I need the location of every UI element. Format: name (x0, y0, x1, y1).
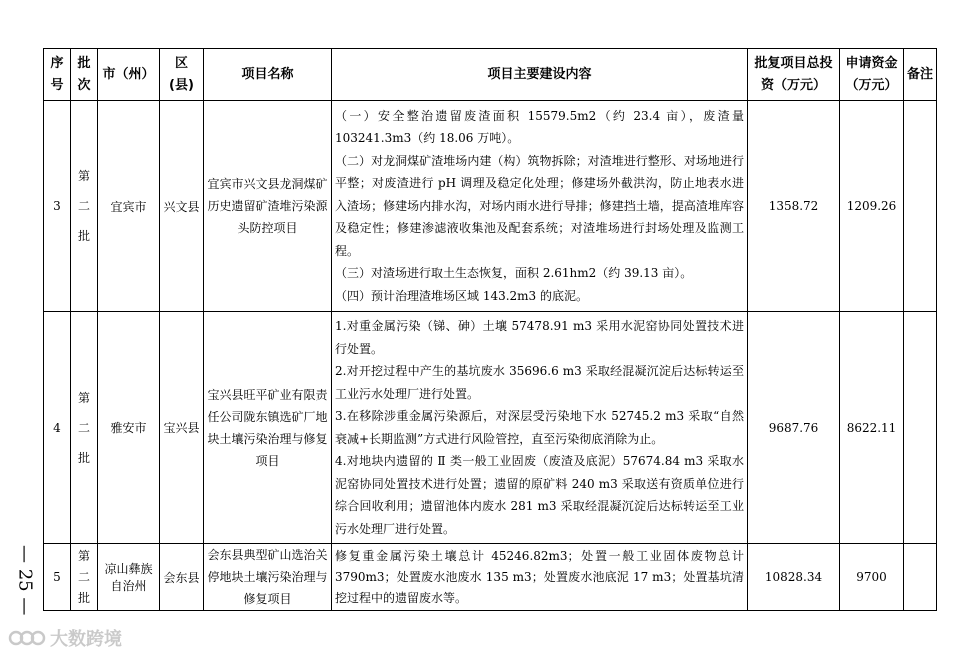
header-content: 项目主要建设内容 (332, 49, 748, 101)
header-county: 区(县) (160, 49, 204, 101)
row-remarks (904, 101, 937, 312)
row-approved-investment: 9687.76 (748, 312, 840, 544)
row-project-name: 宜宾市兴文县龙洞煤矿历史遗留矿渣堆污染源头防控项目 (204, 101, 332, 312)
row-seq: 5 (44, 544, 71, 611)
header-remarks: 备注 (904, 49, 937, 101)
row-batch: 第 二 批 (71, 312, 98, 544)
header-row (44, 49, 937, 101)
project-table (43, 48, 937, 611)
header-city: 市（州） (98, 49, 160, 101)
watermark-text: 大数跨境 (50, 629, 122, 650)
row-content: 1.对重金属污染（锑、砷）土壤 57478.91 m3 采用水泥窑协同处置技术进行处置。 2.对开挖过程中产生的基坑废水 35696.6 m3 采取经混凝沉淀后达标转运至工业污水处理厂进行处置。 3.在移除涉重金属污染源后，对深层受污染地下水 52745.2 m3 采取“自然衰减+长期监测”方式进行风险管控，直至污染彻底消除为止。 4.对地块内遗留的 Ⅱ 类一般工业固废（废渣及底泥）57674.84 m3 采取水泥窑协同处置技术进行处置；遗留的原矿料 240 m3 采取送有资质单位进行综合回收利用；遗留池体内废水 281 m3 采取经混凝沉淀后达标转运至工业污水处理厂进行处置。 (332, 312, 748, 544)
table-row (44, 101, 937, 312)
row-county: 兴文县 (160, 101, 204, 312)
header-project-name: 项目名称 (204, 49, 332, 101)
row-approved-investment: 10828.34 (748, 544, 840, 611)
row-county: 会东县 (160, 544, 204, 611)
row-city: 雅安市 (98, 312, 160, 544)
row-seq: 3 (44, 101, 71, 312)
header-requested-funds: 申请资金（万元） (840, 49, 904, 101)
row-requested-funds: 8622.11 (840, 312, 904, 544)
watermark-logo-icon (8, 628, 46, 648)
table-row (44, 312, 937, 544)
header-seq: 序号 (44, 49, 71, 101)
watermark (8, 626, 122, 650)
row-requested-funds: 1209.26 (840, 101, 904, 312)
row-content: （一）安全整治遗留废渣面积 15579.5m2（约 23.4 亩），废渣量 103241.3m3（约 18.06 万吨）。 （二）对龙洞煤矿渣堆场内建（构）筑物拆除；对渣堆进行整形、对场地进行平整；对废渣进行 pH 调理及稳定化处理；修建场外截洪沟，防止地表水进入渣场；修建场内排水沟，对场内雨水进行导排；修建挡土墙，提高渣堆库容及稳定性；修建渗滤液收集池及配套系统；对渣堆场进行封场处理及监测工程。 （三）对渣场进行取土生态恢复，面积 2.61hm2（约 39.13 亩）。 （四）预计治理渣堆场区域 143.2m3 的底泥。 (332, 101, 748, 312)
table-row (44, 544, 937, 611)
header-batch: 批次 (71, 49, 98, 101)
row-city: 宜宾市 (98, 101, 160, 312)
header-approved-investment: 批复项目总投资（万元） (748, 49, 840, 101)
row-requested-funds: 9700 (840, 544, 904, 611)
row-project-name: 宝兴县旺平矿业有限责任公司陇东镇选矿厂地块土壤污染治理与修复项目 (204, 312, 332, 544)
row-remarks (904, 544, 937, 611)
page-number: — 25 — (14, 544, 36, 616)
row-city: 凉山彝族自治州 (98, 544, 160, 611)
row-county: 宝兴县 (160, 312, 204, 544)
row-content: 修复重金属污染土壤总计 45246.82m3；处置一般工业固体废物总计 3790m3；处置废水池废水 135 m3；处置废水池底泥 17 m3；处置基坑清挖过程中的遗留废水等。 (332, 544, 748, 611)
row-batch: 第 二 批 (71, 544, 98, 611)
row-approved-investment: 1358.72 (748, 101, 840, 312)
row-batch: 第 二 批 (71, 101, 98, 312)
row-seq: 4 (44, 312, 71, 544)
row-remarks (904, 312, 937, 544)
row-project-name: 会东县典型矿山选治关停地块土壤污染治理与修复项目 (204, 544, 332, 611)
